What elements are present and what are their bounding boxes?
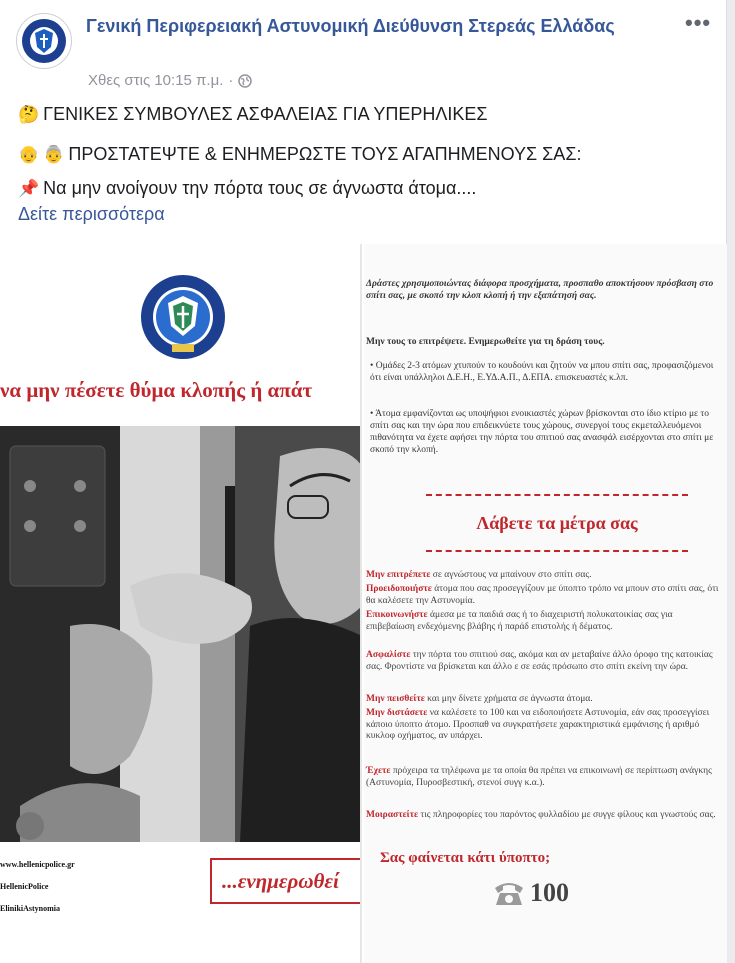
door-photo [0, 426, 362, 842]
globe-icon[interactable] [238, 74, 252, 88]
hellenic-police-logo-icon [140, 274, 226, 360]
old-woman-icon: 👵 [43, 145, 65, 164]
thinking-face-icon: 🤔 [18, 105, 40, 124]
telephone-icon [492, 879, 526, 907]
leaflet-headline: να μην πέσετε θύμα κλοπής ή απάτ [0, 378, 313, 402]
tip-text: και μην δίνετε χρήματα σε άγνωστα άτομα. [424, 694, 593, 704]
bullet-2-text: Άτομα εμφανίζονται ως υποψήφιοι ενοικιαστές χώρων βρίσκονται στο ίδιο κτίριο με το σπίτι σας και την ώρα που επιδεικνύετε τους χώρους, συνεργοί τους εκμεταλλευόμενοι πιθανότητα να έχετε αφήσει την πόρτα του σπιτιού σας ανασφάλ εισέρχονται στο σπίτι με σκοπό την κλοπή. [370, 409, 714, 455]
tip-lead: Μην πεισθείτε [366, 694, 425, 704]
see-more-link[interactable]: Δείτε περισσότερα [18, 204, 165, 224]
post-line-2 [18, 144, 581, 165]
tip-lead: Προειδοποιήστε [366, 584, 432, 594]
post-meta [88, 72, 252, 89]
inform-box [210, 858, 362, 904]
inform-text: ...ενημερωθεί [222, 868, 339, 893]
tip-lead: Μοιραστείτε [366, 810, 419, 820]
tip-item [366, 766, 723, 789]
tip-lead: Μην επιτρέπετε [366, 570, 431, 580]
tip-item [366, 694, 723, 706]
page-name-link[interactable]: Γενική Περιφερειακή Αστυνομική Διεύθυνση Στερεάς Ελλάδας [86, 16, 615, 36]
tip-text: την πόρτα του σπιτιού σας, ακόμα και αν μεταβαίνε άλλο όροφο της κατοικίας σας. Φροντίστε να βρίσκεται και άλλο ε σε εσάς πρόσωπο στο σπίτι εκείνη την ώρα. [366, 650, 713, 672]
leaflet-bullet-2: • Άτομα εμφανίζονται ως υποψήφιοι ενοικιαστές χώρων βρίσκονται στο ίδιο κτίριο με το σπίτι σας και την ώρα που επιδεικνύετε τους χώρους, συνεργοί τους εκμεταλλευόμενοι πιθανότητα να έχετε αφήσει την πόρτα του σπιτιού σας ανασφάλ εισέρχονται στο σπίτι με σκοπό την κλοπή. [370, 409, 714, 455]
tip-lead: Ασφαλίστε [366, 650, 411, 660]
phone-number: 100 [530, 878, 569, 907]
tip-item [366, 610, 723, 633]
tip-item [366, 570, 723, 582]
tip-text: άτομα που σας προσεγγίζουν με ύποπτο τρόπο να μπουν στο σπίτι σας, ότι θα καλέσετε την Αστυνομία. [366, 584, 719, 606]
police-facebook: ElinikiAstynomia [0, 904, 61, 913]
post-line-2-text: ΠΡΟΣΤΑΤΕΨΤΕ & ΕΝΗΜΕΡΩΣΤΕ ΤΟΥΣ ΑΓΑΠΗΜΕΝΟΥΣ ΣΑΣ: [68, 144, 582, 164]
post-line-3 [18, 178, 476, 199]
post-line-3-text: Να μην ανοίγουν την πόρτα τους σε άγνωστα άτομα.... [43, 178, 477, 198]
leaflet-bullet-1: • Ομάδες 2-3 ατόμων χτυπούν το κουδούνι και ζητούν να μπου σπίτι σας, προφασιζόμενοι ότι είναι υπάλληλοι Δ.Ε.Η., Ε.ΥΔ.Α.Π., Δ.ΕΠΑ. επισκευαστές κ.λπ. [370, 361, 714, 383]
tip-text: πρόχειρα τα τηλέφωνα με τα οποία θα πρέπει να επικοινωνή σε περίπτωση ανάγκης (Αστυνομία, Πυροσβεστική, στενοί συγγ κ.α.). [366, 766, 712, 788]
police-website: www.hellenicpolice.gr [0, 860, 75, 869]
tip-item [366, 708, 723, 743]
bullet-1-text: Ομάδες 2-3 ατόμων χτυπούν το κουδούνι και ζητούν να μπου σπίτι σας, προφασιζόμενοι ότι είναι υπάλληλοι Δ.Ε.Η., Ε.ΥΔ.Α.Π., Δ.ΕΠΑ. επισκευαστές κ.λπ. [370, 361, 714, 383]
leaflet-intro: Δράστες χρησιμοποιώντας διάφορα προσχήματα, προσπαθο αποκτήσουν πρόσβαση στο σπίτι σας, με σκοπό την κλοπ κλοπή ή την εξαπάτησή σας. [366, 279, 714, 301]
post-timestamp[interactable]: Χθες στις 10:15 π.μ. [88, 72, 224, 89]
tip-text: να καλέσετε το 100 και να ειδοποιήσετε Αστυνομία, εάν σας προσεγγίσει κάποιο ύποπτο άτομο. Προσπαθ να συγκρατήσετε χαρακτηριστικά εμφάνισης ή αριθμό κυκλοφ οχήματος, αν υπάρχει. [366, 708, 710, 741]
page-avatar[interactable] [16, 13, 72, 69]
measures-frame [426, 494, 688, 552]
tip-lead: Έχετε [366, 766, 391, 776]
leaflet-dont-allow: Μην τους το επιτρέψετε. Ενημερωθείτε για τη δράση τους. [366, 337, 605, 347]
tip-item [366, 650, 723, 673]
tip-text: τις πληροφορίες του παρόντος φυλλαδίου με συγγε φίλους και γνωστούς σας. [418, 810, 716, 820]
tip-text: άμεσα με τα παιδιά σας ή το διαχειριστή πολυκατοικίας σας για επιβεβαίωση ενδεχόμενης βλάβης ή παράδ επιστολής ή δέματος. [366, 610, 673, 632]
police-twitter: HellenicPolice [0, 882, 49, 891]
more-options-button[interactable]: ••• [685, 10, 712, 35]
tip-lead: Μην διστάσετε [366, 708, 428, 718]
old-man-icon: 👴 [18, 145, 40, 164]
tip-item [366, 810, 723, 822]
post-image-right[interactable] [364, 244, 727, 963]
post-line-1 [18, 104, 488, 125]
meta-separator: · [228, 72, 234, 89]
post-image-left[interactable] [0, 244, 362, 963]
emergency-phone [492, 878, 569, 908]
tip-item [366, 584, 723, 607]
tip-text: σε αγνώστους να μπαίνουν στο σπίτι σας. [430, 570, 592, 580]
police-badge-icon [20, 17, 68, 65]
tip-lead: Επικοινωνήστε [366, 610, 428, 620]
post-line-1-text: ΓΕΝΙΚΕΣ ΣΥΜΒΟΥΛΕΣ ΑΣΦΑΛΕΙΑΣ ΓΙΑ ΥΠΕΡΗΛΙΚΕΣ [43, 104, 488, 124]
suspicious-question: Σας φαίνεται κάτι ύποπτο; [380, 850, 551, 866]
pushpin-icon: 📌 [18, 179, 40, 198]
measures-title: Λάβετε τα μέτρα σας [476, 512, 638, 533]
